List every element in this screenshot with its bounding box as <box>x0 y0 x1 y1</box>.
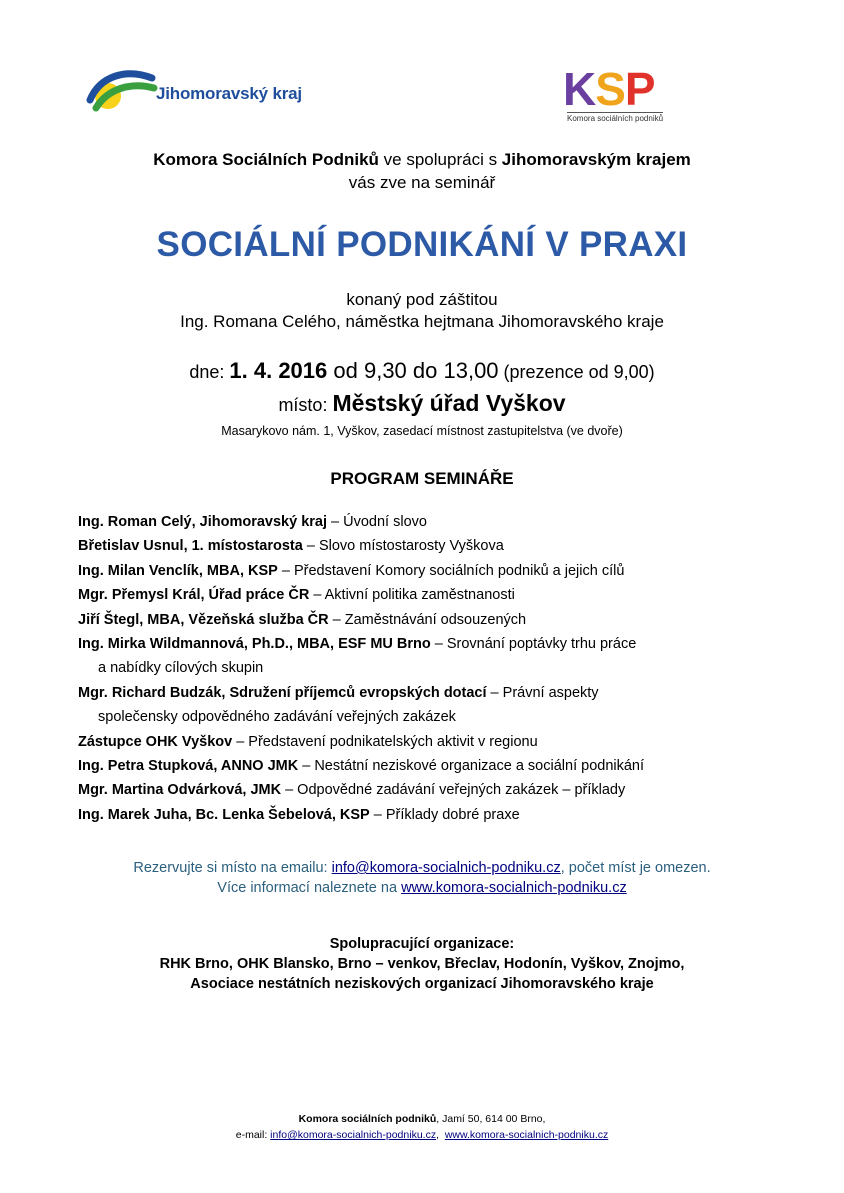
program-item <box>78 803 778 827</box>
program-item <box>78 608 778 632</box>
contact-text: , počet míst je omezen. <box>560 860 711 876</box>
intro-line-2: vás zve na seminář <box>348 173 496 192</box>
contact-text: Rezervujte si místo na emailu: <box>133 860 332 876</box>
partners-heading: Spolupracující organizace: <box>329 936 515 952</box>
page-title: SOCIÁLNÍ PODNIKÁNÍ V PRAXI <box>156 225 688 264</box>
event-date <box>0 358 844 384</box>
event-place <box>0 390 844 417</box>
ksp-letter-k: K <box>563 63 596 115</box>
speaker-name: Mgr. Martina Odvárková, JMK <box>78 782 282 799</box>
speaker-name: Zástupce OHK Vyškov <box>78 733 233 750</box>
speaker-topic: – Nestátní neziskové organizace a sociální podnikání <box>298 758 645 775</box>
footer-line-1 <box>0 1111 844 1127</box>
footer-separator: , <box>436 1129 445 1141</box>
footer-org: Komora sociálních podniků <box>298 1113 437 1125</box>
speaker-topic: – Představení podnikatelských aktivit v regionu <box>232 733 538 750</box>
footer-line-2 <box>0 1127 844 1143</box>
intro-partner: Jihomoravským krajem <box>501 150 691 169</box>
program-item <box>78 754 778 778</box>
event-presence: (prezence od 9,00) <box>498 362 655 382</box>
program-heading: PROGRAM SEMINÁŘE <box>330 469 514 488</box>
speaker-topic: – Srovnání poptávky trhu práce <box>430 636 637 653</box>
jmk-logo-text: Jihomoravský kraj <box>156 84 302 103</box>
contact-web-link[interactable]: www.komora-socialnich-podniku.cz <box>401 880 627 896</box>
program-item <box>78 778 778 802</box>
program-item-continuation: společensky odpovědného zadávání veřejných zakázek <box>98 709 456 726</box>
program-item <box>78 730 778 754</box>
contact-line-1 <box>0 858 844 878</box>
intro-mid: ve spolupráci s <box>378 150 502 169</box>
date-label: dne: <box>189 362 230 382</box>
patronage-line-2: Ing. Romana Celého, náměstka hejtmana Jihomoravského kraje <box>180 312 664 331</box>
event-address: Masarykovo nám. 1, Vyškov, zasedací místnost zastupitelstva (ve dvoře) <box>221 424 623 438</box>
program-item <box>78 632 778 656</box>
place-value: Městský úřad Vyškov <box>332 390 566 416</box>
program-item-continuation: a nabídky cílových skupin <box>98 660 264 677</box>
speaker-topic: – Úvodní slovo <box>327 514 427 530</box>
event-time: od 9,30 do 13,00 <box>327 358 499 383</box>
speaker-name: Břetislav Usnul, 1. místostarosta <box>78 538 303 555</box>
date-value: 1. 4. 2016 <box>229 358 328 383</box>
program-item <box>78 510 778 534</box>
partners-line-2: Asociace nestátních neziskových organizací Jihomoravského kraje <box>190 976 654 992</box>
speaker-topic: – Odpovědné zadávání veřejných zakázek – příklady <box>281 782 626 799</box>
contact-email-link[interactable]: info@komora-socialnich-podniku.cz <box>331 860 561 876</box>
speaker-name: Ing. Petra Stupková, ANNO JMK <box>78 758 299 775</box>
ksp-letter-p: P <box>624 63 655 115</box>
program-item <box>78 534 778 558</box>
speaker-topic: – Zaměstnávání odsouzených <box>328 611 527 628</box>
contact-line-2 <box>0 878 844 898</box>
ksp-logo-subtitle: Komora sociálních podniků <box>567 114 664 123</box>
speaker-topic: – Příklady dobré praxe <box>369 806 520 823</box>
speaker-topic: – Aktivní politika zaměstnanosti <box>309 587 515 604</box>
speaker-name: Ing. Milan Venclík, MBA, KSP <box>78 562 278 579</box>
speaker-name: Jiří Štegl, MBA, Vězeňská služba ČR <box>78 611 329 628</box>
ksp-logo <box>563 63 693 126</box>
speaker-topic: – Právní aspekty <box>486 684 599 701</box>
speaker-name: Mgr. Richard Budzák, Sdružení příjemců evropských dotací <box>78 684 487 701</box>
program-item <box>78 681 778 705</box>
jmk-emblem-icon <box>86 60 158 116</box>
place-label: místo: <box>278 395 333 415</box>
footer-email-link[interactable]: info@komora-socialnich-podniku.cz <box>270 1129 437 1141</box>
footer-address: , Jamí 50, 614 00 Brno, <box>436 1113 546 1125</box>
speaker-name: Ing. Marek Juha, Bc. Lenka Šebelová, KSP <box>78 806 370 823</box>
patronage-line-1: konaný pod záštitou <box>346 290 498 309</box>
speaker-name: Ing. Mirka Wildmannová, Ph.D., MBA, ESF MU Brno <box>78 636 431 653</box>
speaker-name: Mgr. Přemysl Král, Úřad práce ČR <box>78 587 310 604</box>
footer-web-link[interactable]: www.komora-socialnich-podniku.cz <box>444 1129 609 1141</box>
intro-org: Komora Sociálních Podniků <box>153 150 379 169</box>
program-list <box>78 510 778 827</box>
partners-line-1: RHK Brno, OHK Blansko, Brno – venkov, Břeclav, Hodonín, Vyškov, Znojmo, <box>159 956 685 972</box>
speaker-topic: – Slovo místostarosty Vyškova <box>302 538 504 555</box>
program-item <box>78 559 778 583</box>
contact-text: Více informací naleznete na <box>217 880 402 896</box>
jmk-logo <box>86 60 336 116</box>
speaker-topic: – Představení Komory sociálních podniků a jejich cílů <box>277 562 625 579</box>
intro-line-1 <box>0 149 844 171</box>
ksp-letter-s: S <box>595 63 625 115</box>
program-item <box>78 583 778 607</box>
speaker-name: Ing. Roman Celý, Jihomoravský kraj <box>78 514 328 530</box>
footer-email-label: e-mail: <box>235 1129 271 1141</box>
